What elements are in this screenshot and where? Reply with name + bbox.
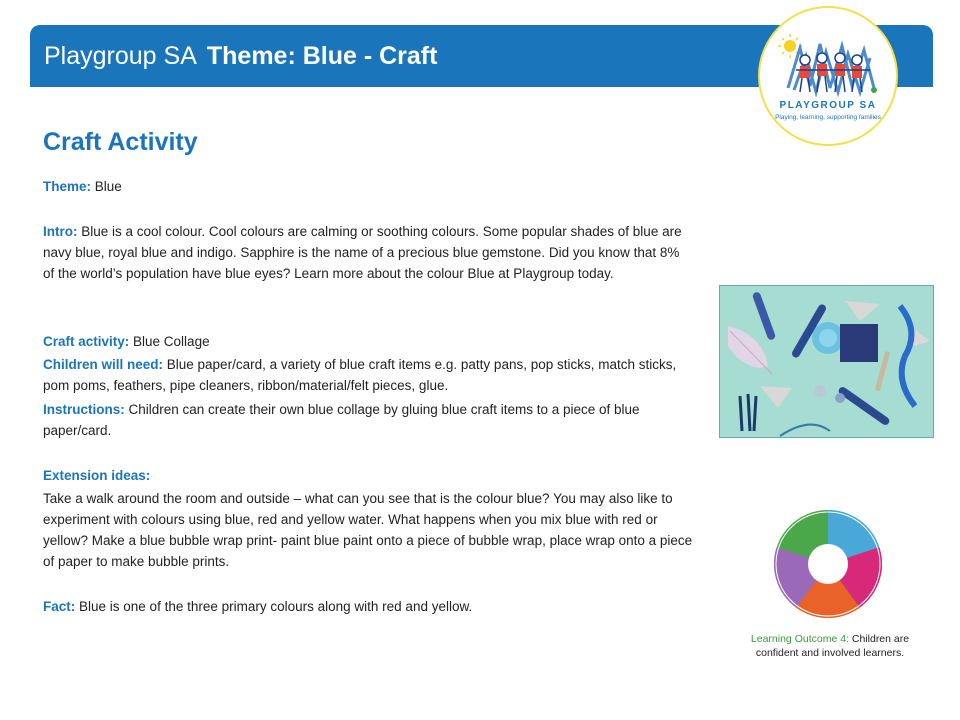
intro-paragraph bbox=[43, 221, 693, 284]
logo-title: PLAYGROUP SA bbox=[779, 100, 877, 111]
header-title bbox=[44, 41, 437, 71]
page-heading: Craft Activity bbox=[43, 128, 198, 156]
fact-text: Blue is one of the three primary colours along with red and yellow. bbox=[75, 599, 473, 614]
extension-label: Extension ideas: bbox=[43, 468, 151, 483]
instructions-label: Instructions: bbox=[43, 402, 125, 417]
theme-text: Blue bbox=[91, 179, 122, 194]
brand-name: Playgroup SA bbox=[44, 42, 197, 70]
theme-paragraph bbox=[43, 176, 693, 197]
learning-outcomes-wheel bbox=[773, 509, 883, 619]
intro-label: Intro: bbox=[43, 224, 78, 239]
fact-paragraph bbox=[43, 596, 693, 617]
learning-outcome-text: Children are confident and involved learners. bbox=[755, 633, 910, 659]
need-text: Blue paper/card, a variety of blue craft items e.g. patty pans, pop sticks, match sticks, pom poms, feathers, pipe cleaners, ribbon/material/felt pieces, glue. bbox=[43, 357, 677, 393]
logo-figures-icon bbox=[760, 8, 898, 146]
intro-text: Blue is a cool colour. Cool colours are calming or soothing colours. Some popular shades of blue are navy blue, royal blue and indigo. Sapphire is the name of a precious blue gemstone. Did you know that 8% of the world’s population have blue eyes? Learn more about the colour Blue at Playgroup today. bbox=[43, 224, 682, 281]
instructions-text: Children can create their own blue collage by gluing blue craft items to a piece of blue paper/card. bbox=[43, 402, 640, 438]
instructions-paragraph bbox=[43, 399, 693, 441]
craft-text: Blue Collage bbox=[129, 334, 210, 349]
learning-outcome-caption bbox=[735, 632, 925, 660]
extension-heading bbox=[43, 465, 693, 486]
need-paragraph bbox=[43, 354, 693, 396]
fact-label: Fact: bbox=[43, 599, 76, 614]
collage-image bbox=[720, 286, 934, 438]
need-label: Children will need: bbox=[43, 357, 164, 372]
theme-title: Theme: Blue - Craft bbox=[206, 42, 438, 70]
learning-outcome-label: Learning Outcome 4: bbox=[750, 633, 849, 645]
theme-label: Theme: bbox=[43, 179, 92, 194]
logo-tagline: Playing, learning, supporting families bbox=[775, 114, 881, 121]
playgroup-logo bbox=[758, 6, 898, 146]
extension-paragraph: Take a walk around the room and outside – what can you see that is the colour blue? You may also like to experiment with colours using blue, red and yellow water. What happens when you mix blue with red or yellow? Make a blue bubble wrap print- paint blue paint onto a piece of bubble wrap, place wrap onto a piece of paper to make bubble prints. bbox=[43, 491, 693, 569]
blue-collage-photo bbox=[719, 285, 934, 438]
craft-label: Craft activity: bbox=[43, 334, 130, 349]
craft-paragraph bbox=[43, 331, 693, 352]
